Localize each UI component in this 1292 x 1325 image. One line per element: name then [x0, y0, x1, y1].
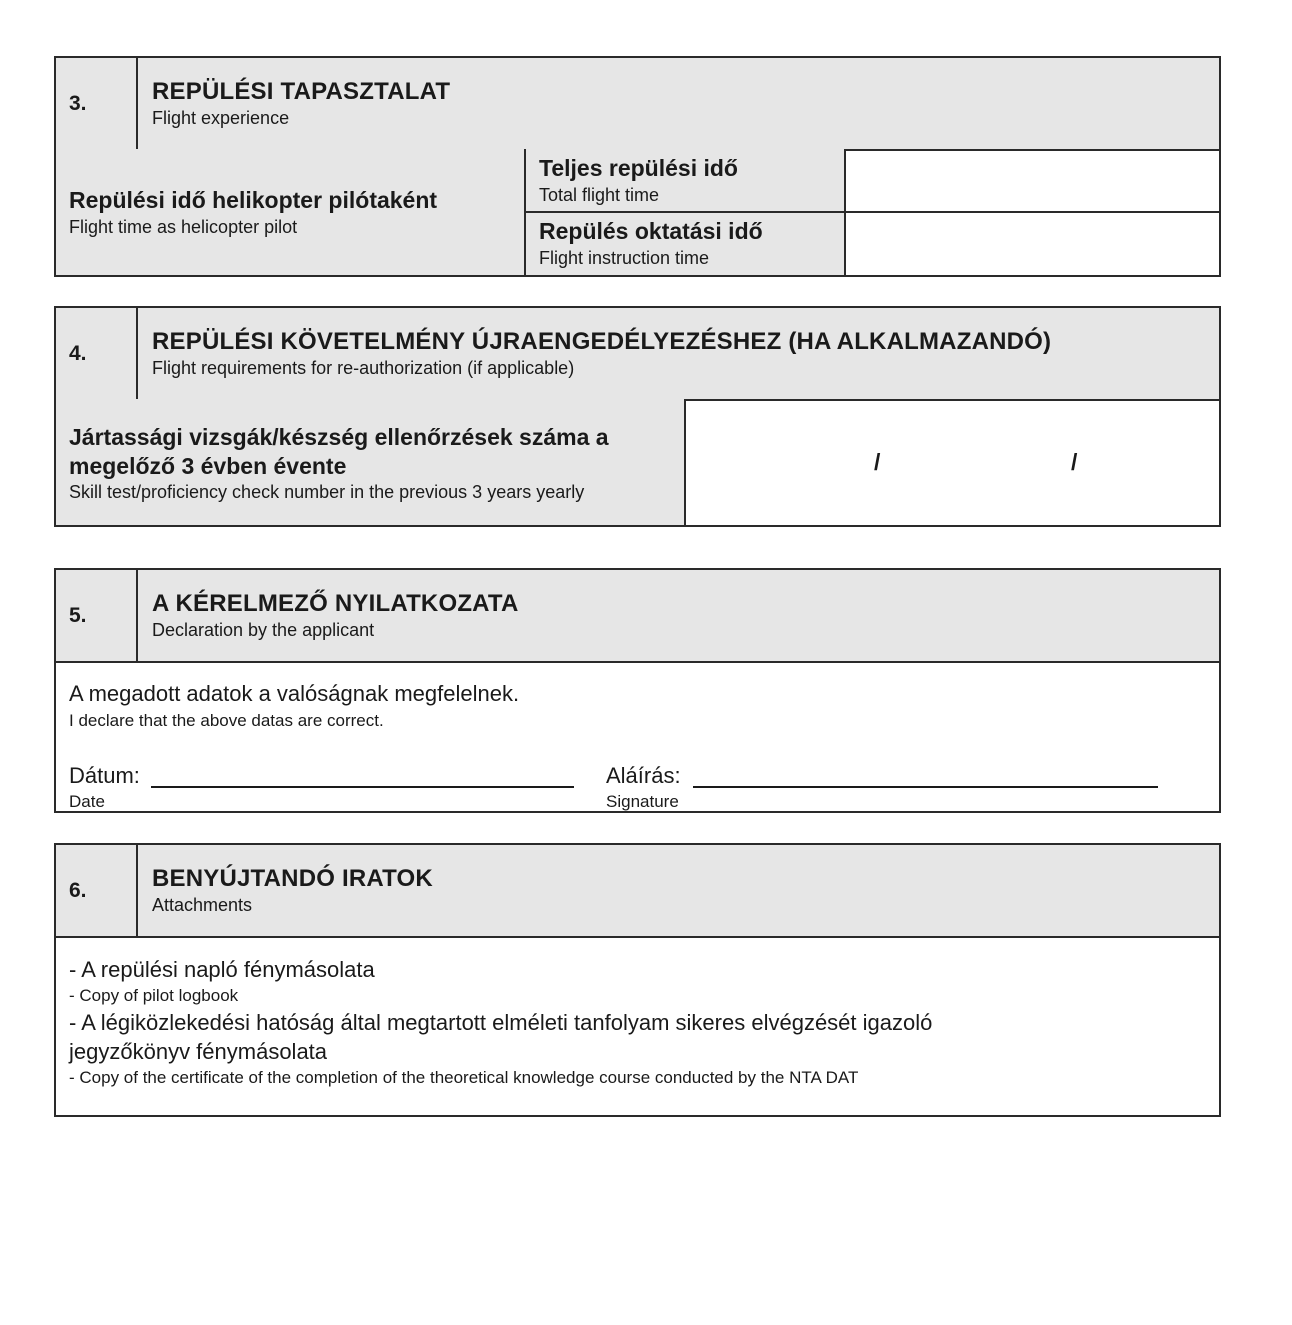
attachment-item-2-line1: - A légiközlekedési hatóság által megtartott elméleti tanfolyam sikeres elvégzését igazoló — [69, 1010, 933, 1035]
attachment-item-1-translation: - Copy of pilot logbook — [69, 986, 239, 1005]
attachment-item-1: - A repülési napló fénymásolata — [69, 957, 375, 982]
section-6-number: 6. — [56, 845, 138, 936]
signature-input-line[interactable] — [693, 786, 1158, 788]
section-5-header — [56, 570, 1219, 663]
section-6-subtitle: Attachments — [152, 895, 253, 915]
helicopter-flight-time-label-cell — [56, 149, 526, 275]
year-separator-slash-2: / — [1071, 449, 1078, 475]
section-3-number: 3. — [56, 58, 138, 149]
total-flight-time-field[interactable] — [846, 149, 1219, 213]
section-6-header — [56, 845, 1219, 938]
flight-instruction-time-label-cell — [526, 213, 846, 275]
attachment-item-2-line2: jegyzőkönyv fénymásolata — [69, 1039, 328, 1064]
declaration-statement: A megadott adatok a valóságnak megfelelnek. — [69, 681, 520, 706]
section-4-number: 4. — [56, 308, 138, 399]
flight-instruction-time-label: Repülés oktatási idő — [539, 218, 763, 244]
section-5-subtitle: Declaration by the applicant — [152, 620, 375, 640]
section-3-header — [56, 58, 1219, 151]
section-5-number: 5. — [56, 570, 138, 661]
helicopter-flight-time-sublabel: Flight time as helicopter pilot — [69, 217, 298, 237]
skill-test-label-cell — [56, 399, 686, 525]
signature-label: Aláírás: — [606, 763, 681, 788]
section-4-reauthorization — [54, 306, 1221, 527]
total-flight-time-label-cell — [526, 149, 846, 213]
section-5-declaration — [54, 568, 1221, 813]
section-3-flight-experience — [54, 56, 1221, 277]
skill-test-sublabel: Skill test/proficiency check number in the previous 3 years yearly — [69, 482, 585, 502]
section-6-title: BENYÚJTANDÓ IRATOK — [152, 865, 433, 892]
skill-test-label-line2: megelőző 3 évben évente — [69, 453, 347, 479]
flight-instruction-time-field[interactable] — [846, 213, 1219, 275]
date-sublabel: Date — [69, 792, 105, 811]
yearly-skill-test-field[interactable] — [686, 399, 1219, 525]
section-4-header — [56, 308, 1219, 401]
section-4-title: REPÜLÉSI KÖVETELMÉNY ÚJRAENGEDÉLYEZÉSHEZ (HA ALKALMAZANDÓ) — [152, 328, 1052, 355]
total-flight-time-sublabel: Total flight time — [539, 185, 660, 205]
declaration-statement-translation: I declare that the above datas are correct. — [69, 711, 384, 730]
attachment-item-2-translation: - Copy of the certificate of the completion of the theoretical knowledge course conducted by the NTA DAT — [69, 1068, 859, 1087]
date-input-line[interactable] — [151, 786, 574, 788]
date-label: Dátum: — [69, 763, 140, 788]
flight-instruction-time-sublabel: Flight instruction time — [539, 248, 710, 268]
year-separator-slash-1: / — [874, 449, 881, 475]
total-flight-time-label: Teljes repülési idő — [539, 155, 738, 181]
section-4-subtitle: Flight requirements for re-authorization (if applicable) — [152, 358, 575, 378]
skill-test-label-line1: Jártassági vizsgák/készség ellenőrzések száma a — [69, 424, 609, 450]
section-5-title: A KÉRELMEZŐ NYILATKOZATA — [152, 590, 519, 617]
section-3-subtitle: Flight experience — [152, 108, 290, 128]
section-6-attachments — [54, 843, 1221, 1117]
signature-sublabel: Signature — [606, 792, 679, 811]
helicopter-flight-time-label: Repülési idő helikopter pilótaként — [69, 187, 438, 213]
section-3-title: REPÜLÉSI TAPASZTALAT — [152, 78, 451, 105]
